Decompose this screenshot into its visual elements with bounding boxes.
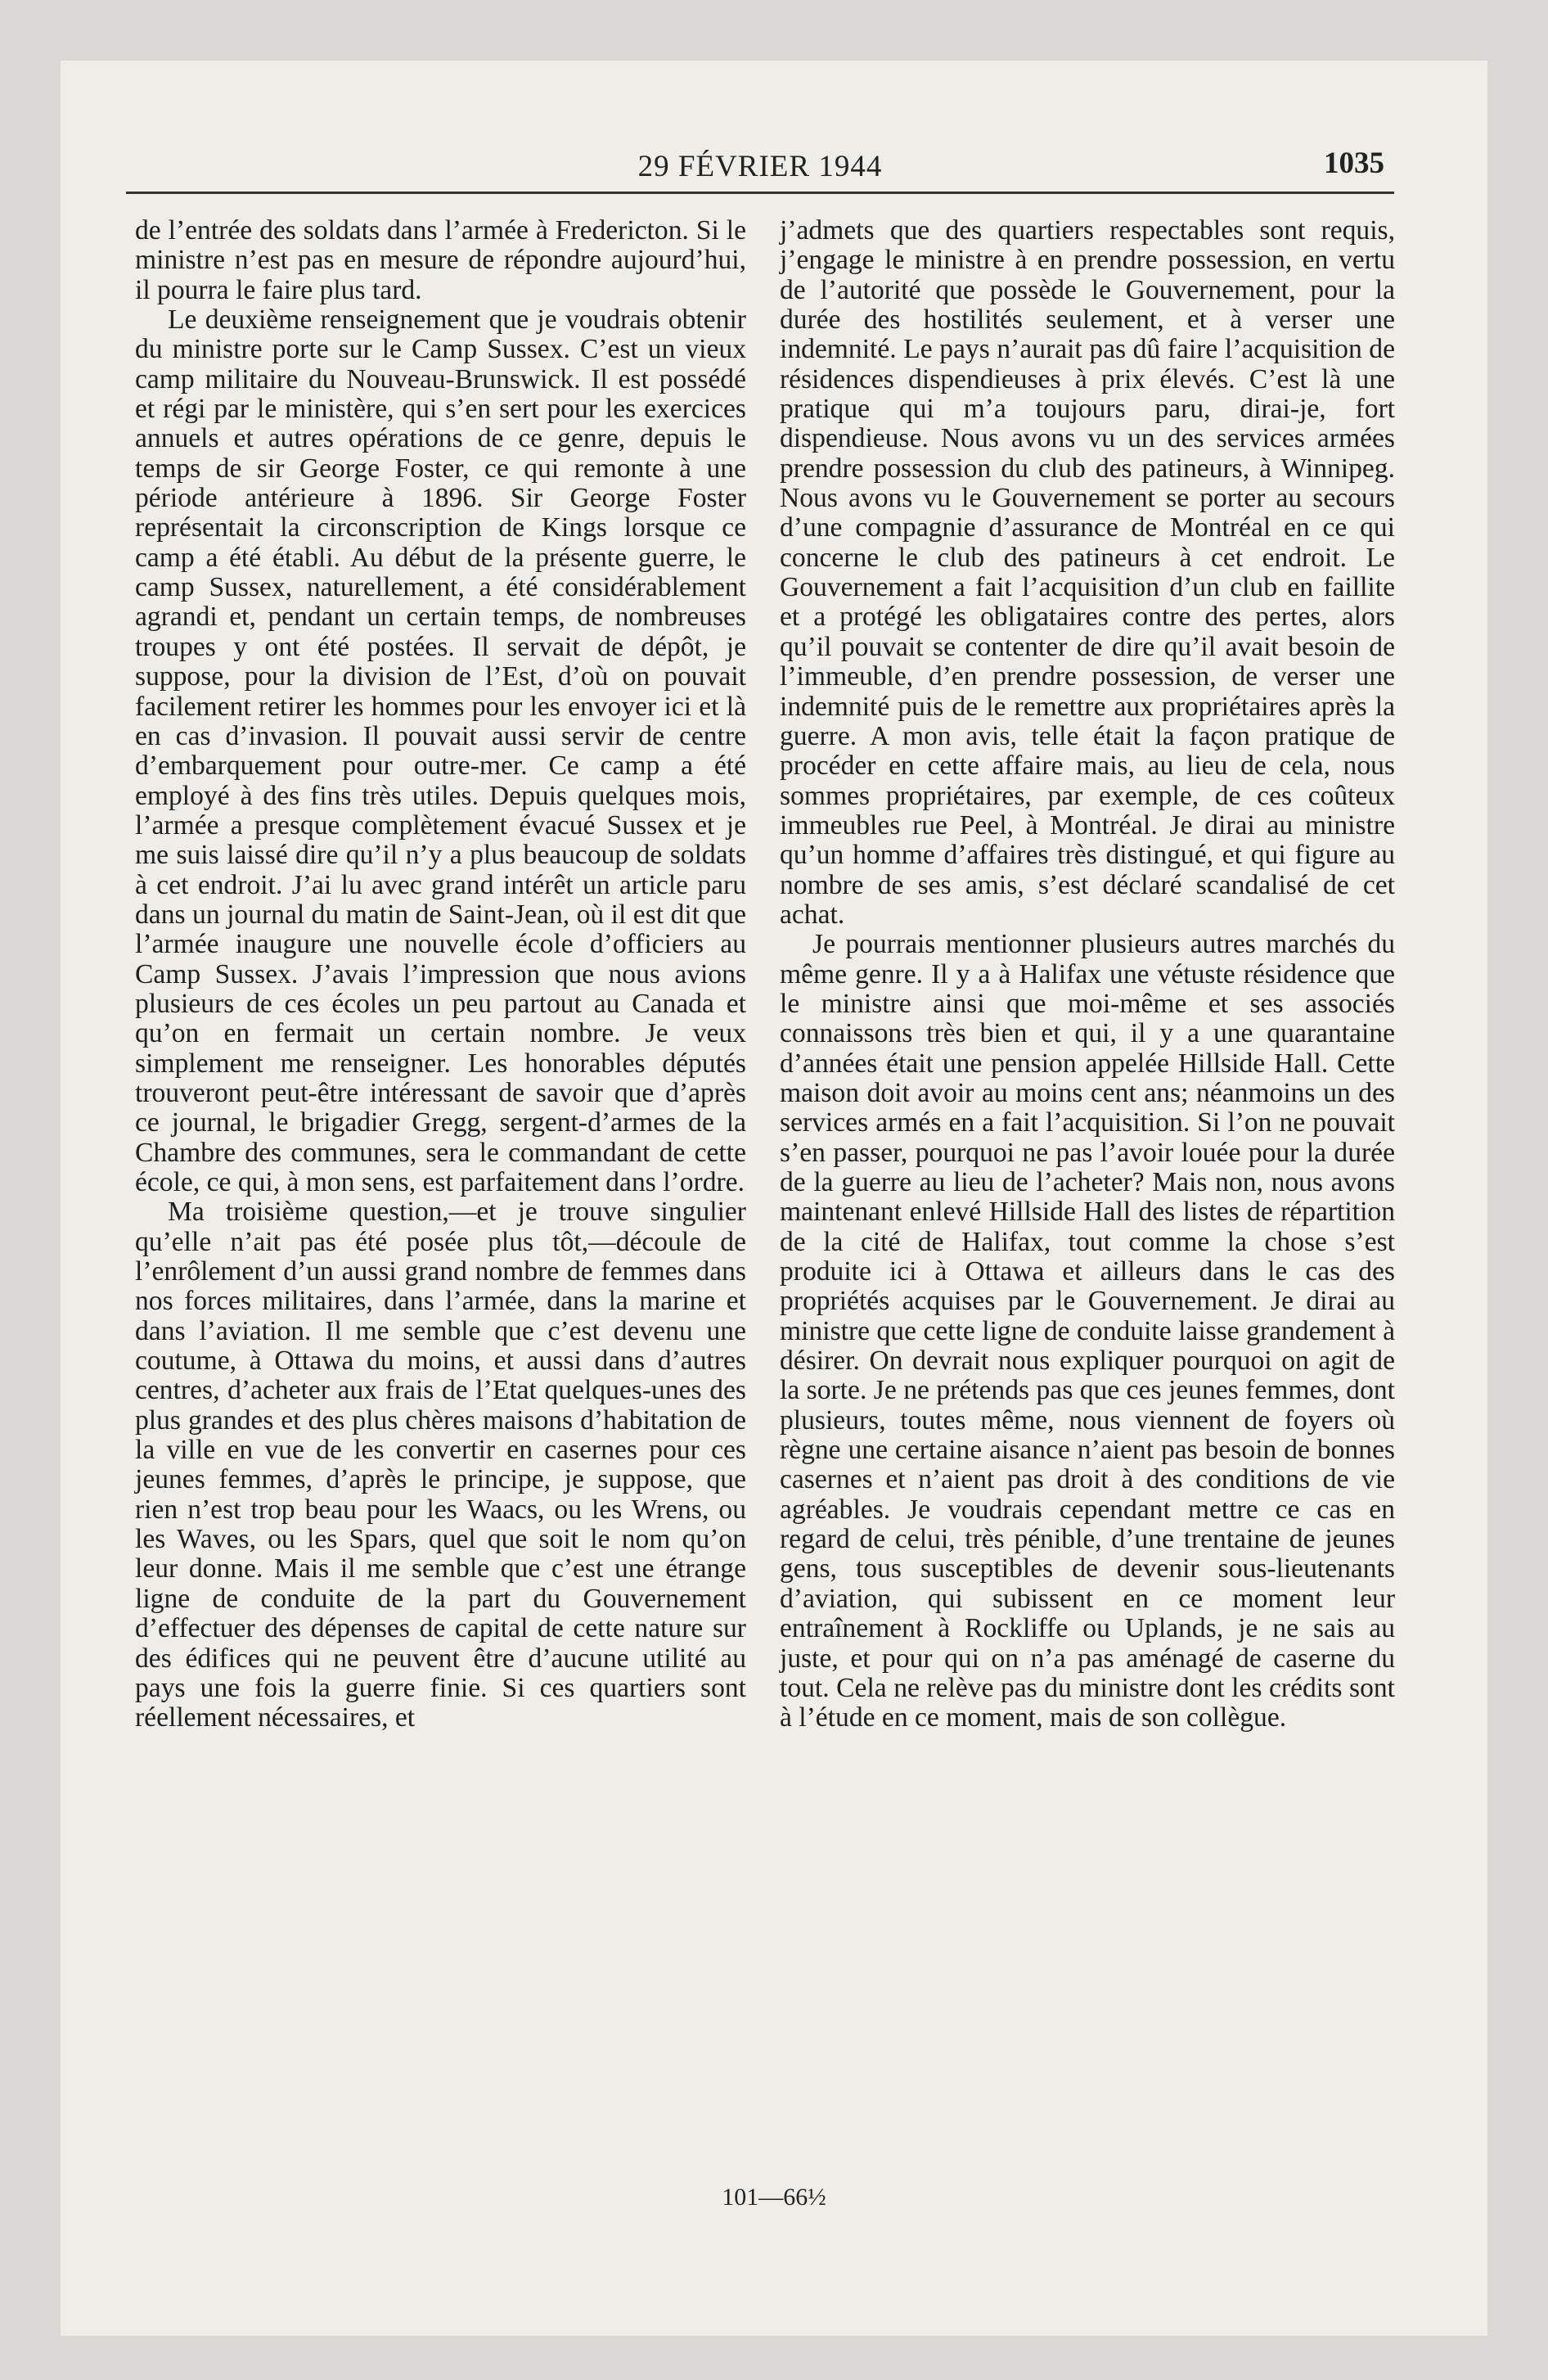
header-date: 29 FÉVRIER 1944 [637,150,883,183]
right-column [780,216,1395,1733]
header-rule [126,192,1394,194]
signature-mark: 101—66½ [722,2184,826,2211]
left-column [135,216,746,1733]
page-header [126,146,1394,187]
paragraph: Le deuxième renseignement que je voudrais obtenir du ministre porte sur le Camp Sussex. C’est un vieux camp militaire du Nouveau-Brunswick. Il est possédé et régi par le ministère, qui s’en sert pour les exercices annuels et autres opérations de ce genre, depuis le temps de sir George Foster, ce qui remonte à une période antérieure à 1896. Sir George Foster représentait la circonscription de Kings lorsque ce camp a été établi. Au début de la présente guerre, le camp Sussex, naturellement, a été considérablement agrandi et, pendant un certain temps, de nombreuses troupes y ont été postées. Il servait de dépôt, je suppose, pour la division de l’Est, d’où on pouvait facilement retirer les hommes pour les envoyer ici et là en cas d’invasion. Il pouvait aussi servir de centre d’embarquement pour outre-mer. Ce camp a été employé à des fins très utiles. Depuis quelques mois, l’armée a presque complètement évacué Sussex et je me suis laissé dire qu’il n’y a plus beaucoup de soldats à cet endroit. J’ai lu avec grand intérêt un article paru dans un journal du matin de Saint-Jean, où il est dit que l’armée inaugure une nouvelle école d’officiers au Camp Sussex. J’avais l’impression que nous avions plusieurs de ces écoles un peu partout au Canada et qu’on en fermait un certain nombre. Je veux simplement me renseigner. Les honorables députés trouveront peut-être intéressant de savoir que d’après ce journal, le brigadier Gregg, sergent-d’armes de la Chambre des communes, sera le commandant de cette école, ce qui, à mon sens, est parfaitement dans l’ordre. [135,304,746,1197]
paragraph: j’admets que des quartiers respectables sont requis, j’engage le ministre à en prendre possession, en vertu de l’autorité que possède le Gouvernement, pour la durée des hostilités seulement, et à verser une indemnité. Le pays n’aurait pas dû faire l’acquisition de résidences dispendieuses à prix élevés. C’est là une pratique qui m’a toujours paru, dirai-je, fort dispendieuse. Nous avons vu un des services armées prendre possession du club des patineurs, à Winnipeg. Nous avons vu le Gouvernement se porter au secours d’une compagnie d’assurance de Montréal en ce qui concerne le club des patineurs à cet endroit. Le Gouvernement a fait l’acquisition d’un club en faillite et a protégé les obligataires contre des pertes, alors qu’il pouvait se contenter de dire qu’il avait besoin de l’immeuble, d’en prendre possession, de verser une indemnité puis de le remettre aux propriétaires après la guerre. A mon avis, telle était la façon pratique de procéder en cette affaire mais, au lieu de cela, nous sommes propriétaires, par exemple, de ces coûteux immeubles rue Peel, à Montréal. Je dirai au ministre qu’un homme d’affaires très distingué, et qui figure au nombre de ses amis, s’est déclaré scandalisé de cet achat. [780,215,1395,930]
paragraph: Ma troisième question,—et je trouve singulier qu’elle n’ait pas été posée plus tôt,—découle de l’enrôlement d’un aussi grand nombre de femmes dans nos forces militaires, dans l’armée, dans la marine et dans l’aviation. Il me semble que c’est devenu une coutume, à Ottawa du moins, et aussi dans d’autres centres, d’acheter aux frais de l’Etat quelques-unes des plus grandes et des plus chères maisons d’habitation de la ville en vue de les convertir en casernes pour ces jeunes femmes, d’après le principe, je suppose, que rien n’est trop beau pour les Waacs, ou les Wrens, ou les Waves, ou les Spars, quel que soit le nom qu’on leur donne. Mais il me semble que c’est une étrange ligne de conduite de la part du Gouvernement d’effectuer des dépenses de capital de cette nature sur des édifices qui ne peuvent être d’aucune utilité au pays une fois la guerre finie. Si ces quartiers sont réellement nécessaires, et [135,1197,746,1733]
paragraph: Je pourrais mentionner plusieurs autres marchés du même genre. Il y a à Halifax une vétuste résidence que le ministre ainsi que moi-même et ses associés connaissons très bien et qui, il y a une quarantaine d’années était une pension appelée Hillside Hall. Cette maison doit avoir au moins cent ans; néanmoins un des services armés en a fait l’acquisition. Si l’on ne pouvait s’en passer, pourquoi ne pas l’avoir louée pour la durée de la guerre au lieu de l’acheter? Mais non, nous avons maintenant enlevé Hillside Hall des listes de répartition de la cité de Halifax, tout comme la chose s’est produite ici à Ottawa et ailleurs dans le cas des propriétés acquises par le Gouvernement. Je dirai au ministre que cette ligne de conduite laisse grandement à désirer. On devrait nous expliquer pourquoi on agit de la sorte. Je ne prétends pas que ces jeunes femmes, dont plusieurs, toutes même, nous viennent de foyers où règne une certaine aisance n’aient pas besoin de bonnes casernes et n’aient pas droit à des conditions de vie agréables. Je voudrais cependant mettre ce cas en regard de celui, très pénible, d’une trentaine de jeunes gens, tous susceptibles de devenir sous-lieutenants d’aviation, qui subissent en ce moment leur entraînement à Rockliffe ou Uplands, je ne sais au juste, et pour qui on n’a pas aménagé de caserne du tout. Cela ne relève pas du ministre dont les crédits sont à l’étude en ce moment, mais de son collègue. [780,929,1395,1733]
page-number: 1035 [1324,146,1384,180]
paragraph: de l’entrée des soldats dans l’armée à Fredericton. Si le ministre n’est pas en mesure de répondre aujourd’hui, il pourra le faire plus tard. [135,215,746,305]
